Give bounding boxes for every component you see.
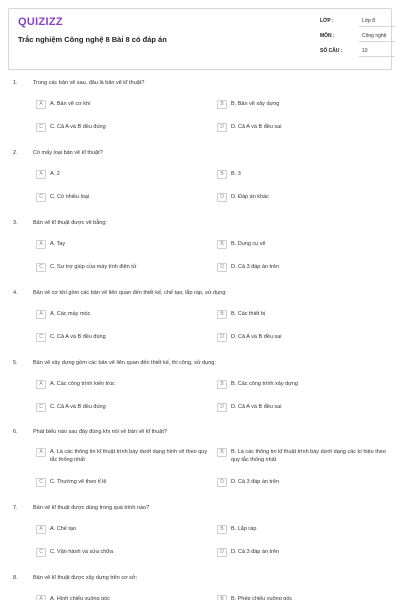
option-letter-box: B: [217, 380, 227, 389]
option-letter-box: A: [36, 100, 46, 109]
question-text: Bản vẽ kĩ thuật được xây dựng trên cơ sở:: [33, 575, 138, 581]
question-number: 8.: [13, 575, 18, 581]
option-letter-box: C: [36, 478, 46, 487]
option-text: B. Các thiết bị: [231, 311, 266, 317]
option-letter-box: B: [217, 525, 227, 534]
option-letter-box: D: [217, 548, 227, 557]
option-text: C. Thường vẽ theo tỉ lệ: [50, 479, 107, 485]
subject-underline: [359, 41, 395, 42]
option-text: B. Phép chiếu vuông góc: [231, 596, 293, 600]
question-text: Bản vẽ kĩ thuật được vẽ bằng:: [33, 220, 107, 226]
option-letter-box: A: [36, 240, 46, 249]
option-letter-box: C: [36, 403, 46, 412]
question-number: 5.: [13, 360, 18, 366]
option-letter-box: D: [217, 193, 227, 202]
option-text: B. Các công trình xây dựng: [231, 381, 298, 387]
option-text: A. Các công trình kiến trúc: [50, 381, 115, 387]
option-text: C. Sự trợ giúp của máy tính điện tử: [50, 264, 137, 270]
worksheet-header: [8, 8, 392, 70]
question-number: 4.: [13, 290, 18, 296]
option-letter-box: A: [36, 310, 46, 319]
option-text: A. Là các thông tin kĩ thuật trình bày dưới dạng hình vẽ theo quy tắc thống nhất: [50, 449, 208, 463]
option-letter-box: B: [217, 170, 227, 179]
class-value: Lớp 8: [362, 18, 376, 24]
option-letter-box: A: [36, 380, 46, 389]
option-letter-box: A: [36, 170, 46, 179]
option-letter-box: D: [217, 263, 227, 272]
option-text: D. Cả 3 đáp án trên: [231, 479, 280, 485]
option-text: A. Chế tạo: [50, 526, 76, 532]
option-letter-box: C: [36, 548, 46, 557]
option-text: D. Cả A và B đều sai: [231, 124, 282, 130]
option-text: C. Cả A và B đều đúng: [50, 404, 106, 410]
option-text: B. Dụng cụ vẽ: [231, 241, 266, 247]
class-underline: [359, 26, 395, 27]
option-letter-box: C: [36, 333, 46, 342]
question-number: 3.: [13, 220, 18, 226]
option-text: A. Các máy móc: [50, 311, 91, 317]
question-number: 2.: [13, 150, 18, 156]
option-text: D. Cả A và B đều sai: [231, 404, 282, 410]
option-letter-box: D: [217, 123, 227, 132]
option-text: D. Cả 3 đáp án trên: [231, 549, 280, 555]
question-text: Có mấy loại bản vẽ kĩ thuật?: [33, 150, 103, 156]
question-text: Phát biểu nào sau đây đúng khi nói về bản vẽ kĩ thuật?: [33, 429, 167, 435]
option-text: A. Bản vẽ cơ khí: [50, 101, 91, 107]
option-letter-box: C: [36, 193, 46, 202]
option-letter-box: A: [36, 448, 46, 457]
option-letter-box: A: [36, 595, 46, 600]
question-text: Trong các bản vẽ sau, đâu là bản vẽ kĩ thuật?: [33, 80, 145, 86]
option-text: B. 3: [231, 171, 241, 177]
option-text: A. Tay: [50, 241, 66, 247]
option-letter-box: B: [217, 448, 227, 457]
option-text: B. Lắp ráp: [231, 526, 257, 532]
option-text: C. Có nhiều loại: [50, 194, 90, 200]
question-text: Bản vẽ xây dựng gồm các bản vẽ liên quan đến thiết kế, thi công, sử dụng:: [33, 360, 216, 366]
option-text: C. Vận hành và sửa chữa: [50, 549, 114, 555]
question-text: Bản vẽ kĩ thuật được dùng trong quá trình nào?: [33, 505, 150, 511]
option-text: A. Hình chiếu vuông góc: [50, 596, 110, 600]
option-letter-box: C: [36, 263, 46, 272]
option-text: D. Cả A và B đều sai: [231, 334, 282, 340]
option-text: B. Là các thông tin kĩ thuật trình bày dưới dạng các kí hiệu theo quy tắc thống nhất: [231, 449, 386, 463]
option-text: D. Cả 3 đáp án trên: [231, 264, 280, 270]
option-letter-box: A: [36, 525, 46, 534]
worksheet-title: Trắc nghiệm Công nghệ 8 Bài 8 có đáp án: [18, 35, 167, 44]
question-count-value: 10: [362, 48, 368, 54]
option-letter-box: C: [36, 123, 46, 132]
option-letter-box: B: [217, 595, 227, 600]
option-text: C. Cả A và B đều đúng: [50, 334, 106, 340]
option-letter-box: D: [217, 403, 227, 412]
option-letter-box: D: [217, 478, 227, 487]
option-letter-box: B: [217, 310, 227, 319]
question-text: Bản vẽ cơ khí gồm các bản vẽ liên quan đến thiết kế, chế tạo, lắp ráp, sử dụng:: [33, 290, 227, 296]
class-label: LỚP :: [320, 18, 334, 24]
question-count-underline: [359, 56, 395, 57]
subject-value: Công nghệ: [362, 33, 387, 39]
quizizz-logo: QUIZIZZ: [18, 16, 63, 28]
option-letter-box: B: [217, 240, 227, 249]
option-letter-box: D: [217, 333, 227, 342]
option-text: C. Cả A và B đều đúng: [50, 124, 106, 130]
question-number: 6.: [13, 429, 18, 435]
subject-label: MÔN :: [320, 33, 335, 39]
option-text: A. 2: [50, 171, 60, 177]
option-text: B. Bản vẽ xây dựng: [231, 101, 280, 107]
question-count-label: SỐ CÂU :: [320, 48, 343, 54]
option-text: D. Đáp án khác: [231, 194, 269, 200]
question-number: 7.: [13, 505, 18, 511]
question-number: 1.: [13, 80, 18, 86]
option-letter-box: B: [217, 100, 227, 109]
